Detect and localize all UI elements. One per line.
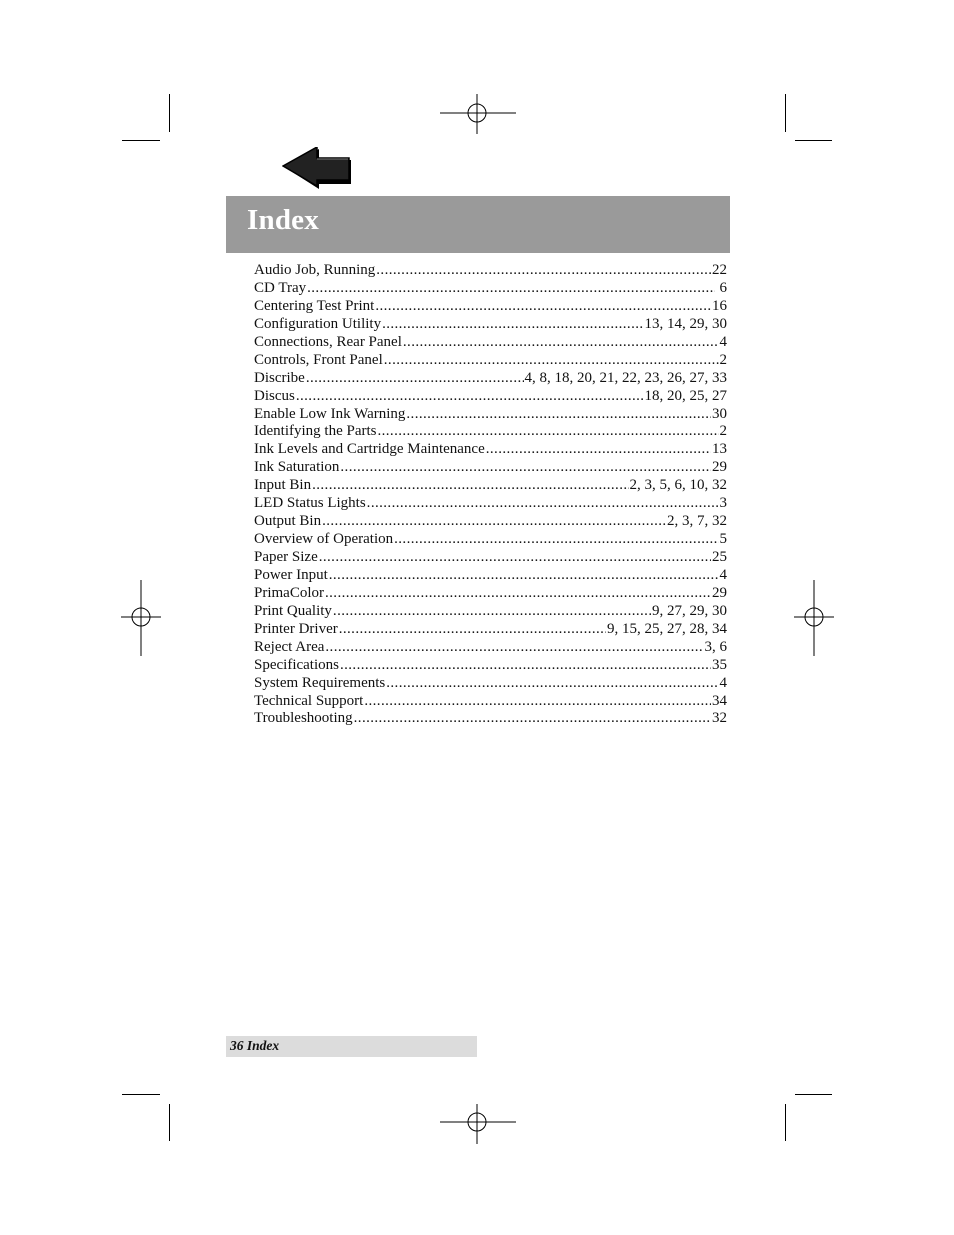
index-term: Discus	[254, 387, 295, 404]
index-entry	[254, 262, 727, 280]
index-pages: 29	[712, 459, 727, 476]
dot-leader	[367, 495, 719, 513]
index-pages: 4	[719, 674, 727, 691]
index-entry	[254, 639, 727, 657]
index-term: LED Status Lights	[254, 495, 366, 512]
index-pages: 4	[719, 333, 727, 350]
index-entry	[254, 423, 727, 441]
index-pages: 4	[719, 566, 727, 583]
index-term: Ink Levels and Cartridge Maintenance	[254, 441, 485, 458]
dot-leader	[340, 459, 711, 477]
index-term: Reject Area	[254, 638, 325, 655]
dot-leader	[312, 477, 628, 495]
page-title: Index	[247, 204, 319, 236]
page-footer	[226, 1036, 477, 1057]
index-pages: 9, 27, 29, 30	[652, 602, 727, 619]
index-term: Enable Low Ink Warning	[254, 405, 406, 422]
crop-mark	[785, 1104, 786, 1141]
dot-leader	[340, 657, 711, 675]
dot-leader	[307, 280, 715, 298]
dot-leader	[386, 675, 718, 693]
dot-leader	[376, 262, 711, 280]
index-term: Specifications	[254, 656, 339, 673]
index-term: Identifying the Parts	[254, 423, 377, 440]
index-entry	[254, 531, 727, 549]
dot-leader	[339, 621, 606, 639]
index-entry	[254, 657, 727, 675]
index-entry	[254, 693, 727, 711]
registration-mark-top	[440, 94, 516, 134]
index-pages: 2	[719, 351, 727, 368]
dot-leader	[322, 513, 666, 531]
crop-mark	[169, 1104, 170, 1141]
dot-leader	[333, 603, 651, 621]
dot-leader	[306, 370, 524, 388]
index-entry	[254, 370, 727, 388]
index-pages: 5	[719, 531, 727, 548]
index-pages: 4, 8, 18, 20, 21, 22, 23, 26, 27, 33	[524, 369, 727, 386]
index-term: Power Input	[254, 566, 328, 583]
index-term: Troubleshooting	[254, 710, 353, 727]
dot-leader	[319, 549, 711, 567]
index-pages: 9, 15, 25, 27, 28, 34	[607, 620, 727, 637]
index-entry	[254, 621, 727, 639]
index-entry	[254, 549, 727, 567]
index-term: Input Bin	[254, 477, 312, 494]
index-term: CD Tray	[254, 279, 307, 296]
index-pages: 32	[712, 710, 727, 727]
index-entry	[254, 352, 727, 370]
index-entry	[254, 298, 727, 316]
registration-mark-right	[794, 580, 834, 656]
index-entry	[254, 585, 727, 603]
index-pages: 6	[715, 279, 727, 296]
index-pages: 2, 3, 7, 32	[667, 513, 727, 530]
index-pages: 13	[712, 441, 727, 458]
dot-leader	[325, 639, 703, 657]
crop-mark	[169, 94, 170, 132]
index-term: Paper Size	[254, 549, 318, 565]
index-entry	[254, 567, 727, 585]
dot-leader	[296, 388, 644, 406]
index-term: Print Quality	[254, 602, 332, 619]
index-entry	[254, 441, 727, 459]
index-term: Overview of Operation	[254, 531, 394, 548]
dot-leader	[354, 710, 711, 728]
index-term: Connections, Rear Panel	[254, 333, 402, 350]
index-term: Technical Support	[254, 692, 364, 709]
index-entry	[254, 316, 727, 334]
index-term: Controls, Front Panel	[254, 351, 383, 368]
dot-leader	[364, 693, 711, 711]
dot-leader	[403, 334, 719, 352]
index-list	[254, 262, 727, 728]
index-term: Audio Job, Running	[254, 262, 376, 278]
index-pages: 29	[712, 584, 727, 601]
dot-leader	[382, 316, 643, 334]
index-pages: 35	[712, 656, 727, 673]
index-entry	[254, 495, 727, 513]
index-entry	[254, 388, 727, 406]
index-pages: 30	[712, 405, 727, 422]
dot-leader	[325, 585, 711, 603]
index-term: Output Bin	[254, 513, 322, 530]
dot-leader	[377, 423, 718, 441]
index-term: PrimaColor	[254, 584, 324, 601]
index-entry	[254, 603, 727, 621]
crop-mark	[122, 140, 160, 141]
left-arrow-icon[interactable]	[282, 147, 354, 191]
index-pages: 16	[712, 297, 727, 314]
dot-leader	[375, 298, 711, 316]
dot-leader	[329, 567, 719, 585]
index-pages: 3, 6	[704, 638, 727, 655]
registration-mark-bottom	[440, 1104, 516, 1144]
index-pages: 13, 14, 29, 30	[644, 315, 727, 332]
crop-mark	[785, 94, 786, 132]
index-entry	[254, 459, 727, 477]
registration-mark-left	[121, 580, 161, 656]
crop-mark	[795, 140, 832, 141]
index-term: Printer Driver	[254, 620, 338, 637]
index-entry	[254, 334, 727, 352]
dot-leader	[486, 441, 711, 459]
index-term: System Requirements	[254, 674, 386, 691]
index-pages: 22	[712, 262, 727, 278]
title-banner	[226, 196, 730, 253]
index-entry	[254, 477, 727, 495]
dot-leader	[406, 406, 711, 424]
index-pages: 25	[712, 549, 727, 565]
crop-mark	[122, 1094, 160, 1095]
index-term: Centering Test Print	[254, 297, 375, 314]
index-term: Discribe	[254, 369, 305, 386]
index-pages: 2	[719, 423, 727, 440]
index-entry	[254, 280, 727, 298]
index-pages: 18, 20, 25, 27	[644, 387, 727, 404]
index-entry	[254, 513, 727, 531]
index-term: Configuration Utility	[254, 315, 382, 332]
index-entry	[254, 406, 727, 424]
index-entry	[254, 710, 727, 728]
index-pages: 3	[719, 495, 727, 512]
index-term: Ink Saturation	[254, 459, 340, 476]
index-pages: 2, 3, 5, 6, 10, 32	[629, 477, 727, 494]
dot-leader	[394, 531, 718, 549]
dot-leader	[384, 352, 719, 370]
index-pages: 34	[712, 692, 727, 709]
footer-label: 36 Index	[230, 1038, 280, 1053]
crop-mark	[795, 1094, 832, 1095]
index-entry	[254, 675, 727, 693]
